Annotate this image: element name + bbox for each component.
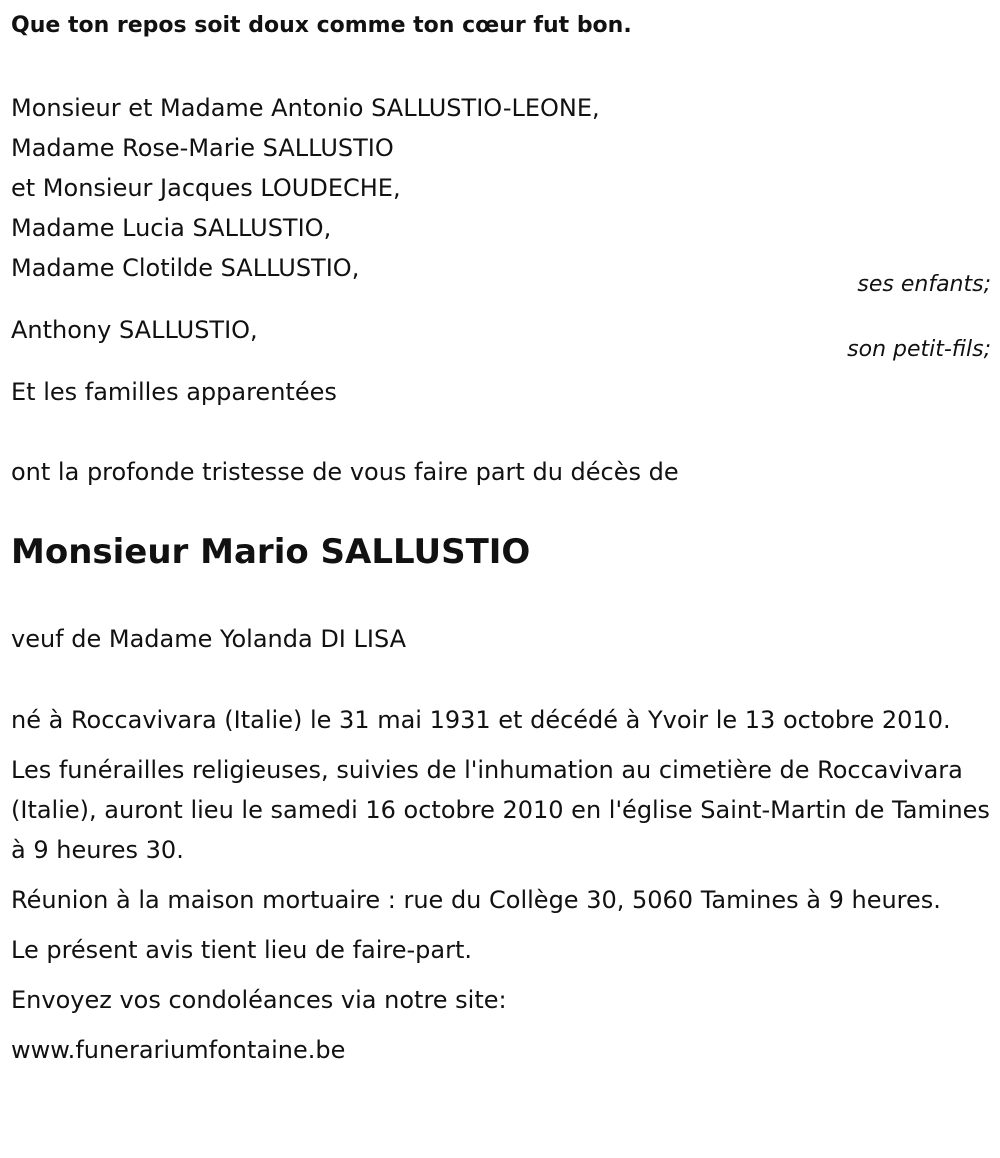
details-section (11, 700, 991, 1080)
family-line: Madame Rose-Marie SALLUSTIO (11, 134, 394, 162)
funeral-text: Les funérailles religieuses, suivies de l'inhumation au cimetière de Roccavivara (Italie), auront lieu le samedi 16 octobre 2010 en l'église Saint-Martin de Tamines à 9 heures 30. (11, 756, 990, 864)
family-line: Madame Lucia SALLUSTIO, (11, 214, 332, 242)
family-line: Monsieur et Madame Antonio SALLUSTIO-LEONE, (11, 94, 600, 122)
family-list (11, 88, 991, 288)
related-families: Et les familles apparentées (11, 378, 337, 406)
notice-text: Le présent avis tient lieu de faire-part. (11, 936, 473, 964)
grandson-name: Anthony SALLUSTIO, (11, 316, 258, 344)
family-line: et Monsieur Jacques LOUDECHE, (11, 174, 401, 202)
family-line: Madame Clotilde SALLUSTIO, (11, 254, 360, 282)
children-role-label: ses enfants; (857, 272, 991, 297)
grandson-role-label: son petit-fils; (847, 337, 991, 362)
gathering-text: Réunion à la maison mortuaire : rue du Collège 30, 5060 Tamines à 9 heures. (11, 886, 941, 914)
motto-heading: Que ton repos soit doux comme ton cœur fut bon. (11, 13, 632, 38)
deceased-name: Monsieur Mario SALLUSTIO (11, 532, 531, 572)
condolences-text: Envoyez vos condoléances via notre site: (11, 986, 507, 1014)
widow-of-text: veuf de Madame Yolanda DI LISA (11, 625, 407, 653)
birth-death-text: né à Roccavivara (Italie) le 31 mai 1931 et décédé à Yvoir le 13 octobre 2010. (11, 706, 951, 734)
announcement-text: ont la profonde tristesse de vous faire part du décès de (11, 458, 679, 486)
website-text: www.funerariumfontaine.be (11, 1036, 346, 1064)
